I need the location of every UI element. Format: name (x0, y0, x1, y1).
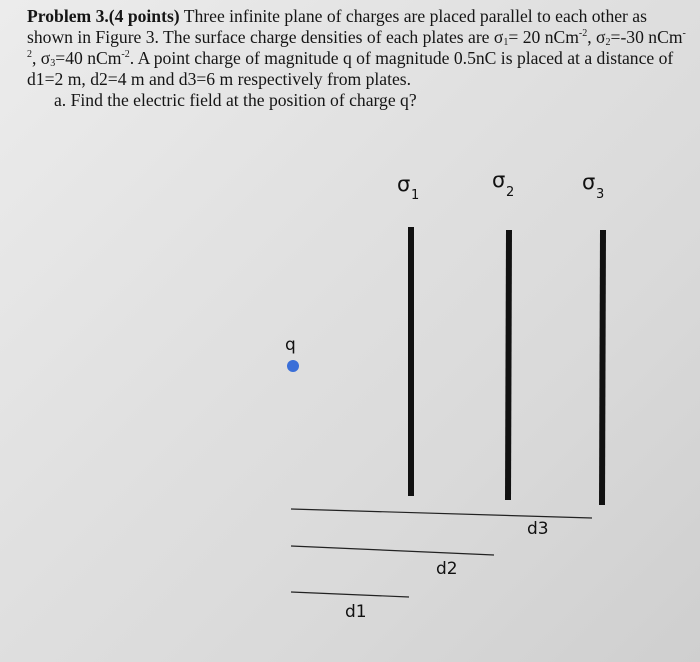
sigma1-subscript: 1 (503, 37, 509, 48)
d1-line (291, 592, 409, 597)
sigma3-label-sub: 3 (596, 187, 605, 202)
sigma3-value: =40 nCm (55, 48, 122, 68)
d2-line (291, 546, 494, 555)
problem-heading: Problem 3. (27, 6, 109, 26)
sigma2-label: σ (492, 168, 506, 192)
sigma2-subscript: 2 (605, 37, 611, 48)
exponent: -2 (27, 28, 686, 60)
exponent: -2 (578, 28, 588, 39)
d1-label: d1 (345, 602, 367, 622)
sigma1-value: = 20 nCm (508, 27, 579, 47)
sigma2-value: =-30 nCm (610, 27, 683, 47)
sigma3-symbol: σ (40, 48, 51, 68)
charge-label: q (285, 335, 296, 355)
sigma2-label-sub: 2 (506, 185, 515, 200)
exponent: -2 (121, 49, 130, 60)
sigma1-label-sub: 1 (411, 188, 420, 203)
sigma3-subscript: 3 (50, 58, 56, 69)
sigma1-label: σ (397, 172, 411, 196)
plate-2 (508, 230, 509, 500)
sigma2-symbol: σ (596, 27, 606, 47)
problem-body-1: Three infinite plane of charges are placed parallel to each other as shown in Figure 3. The surface charge densities of each plates are σ (27, 6, 647, 47)
separator: , (32, 48, 41, 68)
sigma3-label: σ (582, 170, 596, 194)
plate-3 (602, 230, 603, 505)
d3-label: d3 (527, 519, 549, 539)
problem-body-2: . A point charge of magnitude q of magnitude 0.5nC is placed at a distance of d1=2 m, d2=4 m and d3=6 m respectively from plates. (27, 48, 674, 89)
point-charge (287, 360, 299, 372)
d3-line (291, 509, 592, 518)
question-a: a. Find the electric field at the position of charge q? (54, 90, 417, 110)
separator: , (587, 27, 597, 47)
d2-label: d2 (436, 559, 458, 579)
problem-points: (4 points) (108, 6, 180, 26)
